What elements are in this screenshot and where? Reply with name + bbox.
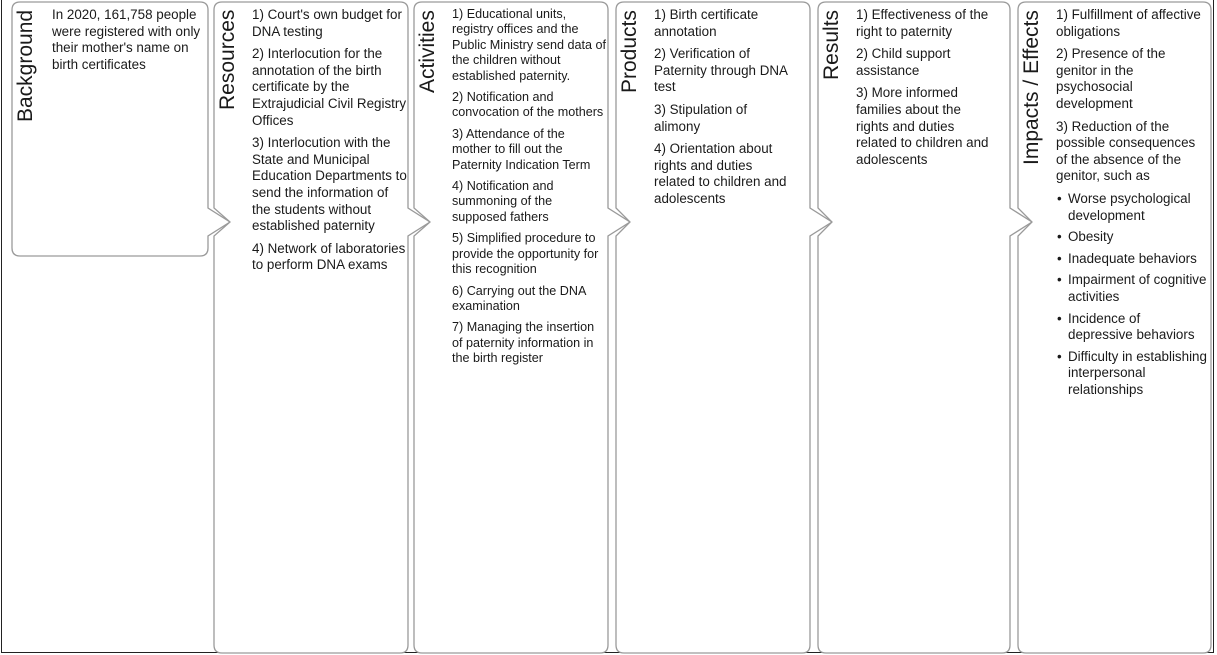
column-resources	[216, 2, 408, 653]
list-item: 2) Child support assistance	[856, 46, 951, 78]
bullet-item: • Difficulty in establishing interpersonal relationships	[1068, 349, 1208, 399]
column-results	[820, 2, 1010, 653]
bullet-list	[1056, 191, 1208, 399]
bullet-item: • Incidence of depressive behaviors	[1068, 311, 1208, 344]
column-activities	[416, 2, 608, 653]
column-content-background	[52, 7, 204, 79]
list-item: 2) Notification and convocation of the mothers	[452, 90, 604, 120]
list-item: 1) Court's own budget for DNA testing	[252, 7, 402, 39]
column-title-results: Results	[820, 10, 843, 81]
list-item: 2) Presence of the genitor in the psychosocial development	[1056, 46, 1166, 111]
bullet-item: • Worse psychological development	[1068, 191, 1208, 224]
bullet-item: • Obesity	[1068, 229, 1208, 246]
list-item: In 2020, 161,758 people were registered with only their mother's name on birth certificates	[52, 7, 201, 72]
list-item: 4) Notification and summoning of the supposed fathers	[452, 179, 554, 224]
list-item: 1) Effectiveness of the right to paternity	[856, 7, 989, 39]
list-item: 3) More informed families about the rights and duties related to children and adolescents	[856, 85, 989, 167]
column-title-activities: Activities	[416, 10, 439, 93]
list-item: 3) Reduction of the possible consequences of the absence of the genitor, such as	[1056, 118, 1196, 184]
column-products	[618, 2, 810, 653]
list-item: 3) Stipulation of alimony	[654, 101, 748, 134]
list-item: 7) Managing the insertion of paternity information in the birth register	[452, 320, 595, 366]
list-item: 4) Orientation about rights and duties related to children and adolescents	[654, 141, 787, 206]
column-content-impacts	[1056, 7, 1208, 403]
column-title-impacts: Impacts / Effects	[1020, 10, 1043, 165]
column-title-products: Products	[618, 10, 641, 93]
column-title-background: Background	[14, 10, 37, 123]
list-item: 2) Interlocution for the annotation of the birth certificate by the Extrajudicial Civil Registry Offices	[252, 46, 407, 128]
column-content-resources	[252, 7, 408, 280]
column-content-products	[654, 7, 794, 214]
bullet-item: • Impairment of cognitive activities	[1068, 272, 1208, 305]
list-item: 3) Attendance of the mother to fill out the Paternity Indication Term	[452, 126, 591, 172]
bullet-item: • Inadequate behaviors	[1068, 251, 1208, 268]
list-item: 6) Carrying out the DNA examination	[452, 283, 586, 313]
list-item: 2) Verification of Paternity through DNA test	[654, 46, 788, 95]
column-background	[14, 2, 208, 256]
column-content-results	[856, 7, 996, 174]
list-item: 1) Fulfillment of affective obligations	[1056, 7, 1201, 39]
column-content-activities	[452, 7, 606, 373]
column-title-resources: Resources	[216, 10, 239, 111]
list-item: 3) Interlocution with the State and Municipal Education Departments to send the information of the students without established paternity	[252, 135, 407, 234]
list-item: 1) Educational units, registry offices and the Public Ministry send data of the children without established paternity.	[452, 7, 606, 83]
list-item: 5) Simplified procedure to provide the opportunity for this recognition	[452, 231, 599, 277]
list-item: 4) Network of laboratories to perform DNA exams	[252, 240, 406, 273]
list-item: 1) Birth certificate annotation	[654, 7, 759, 39]
column-impacts	[1020, 2, 1211, 653]
